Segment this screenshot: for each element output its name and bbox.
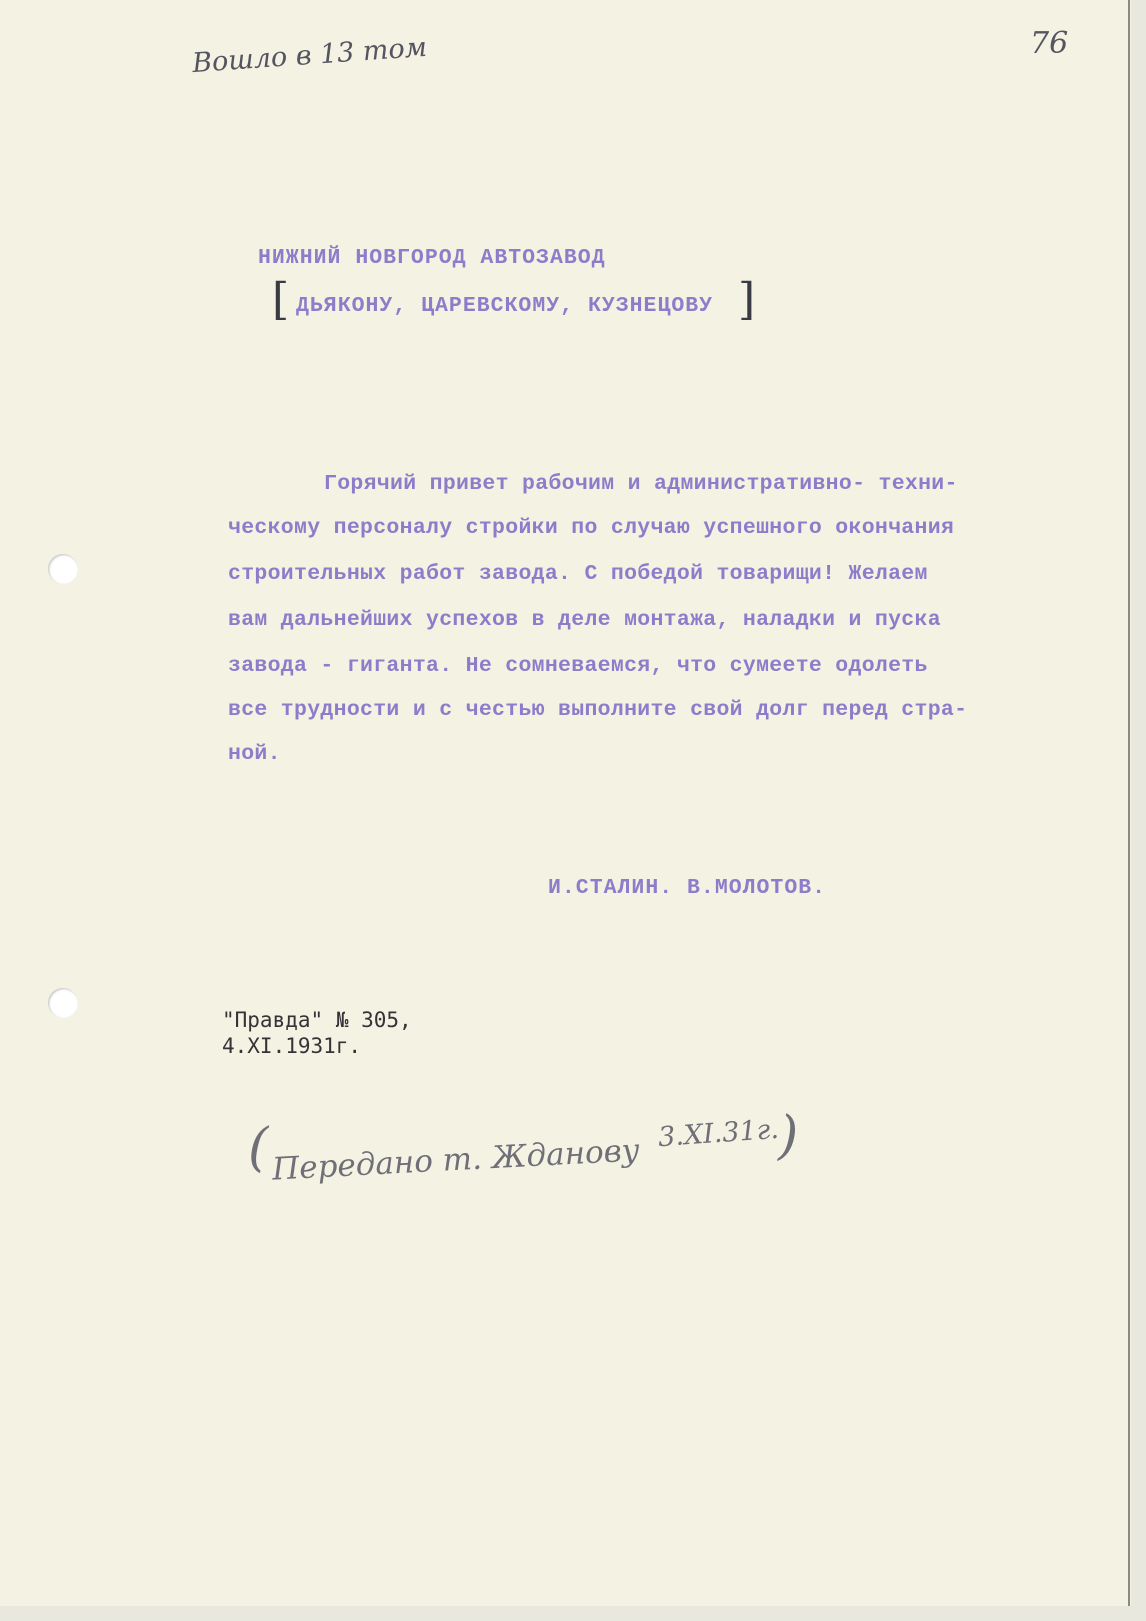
message-line: ческому персоналу стройки по случаю успешного окончания xyxy=(228,516,955,540)
message-line: завода - гиганта. Не сомневаемся, что сумеете одолеть xyxy=(228,654,928,678)
signatures: И.СТАЛИН. В.МОЛОТОВ. xyxy=(548,876,827,900)
message-line: Горячий привет рабочим и административно- техни- xyxy=(324,472,958,496)
transfer-note-date: 3.XI.31г. xyxy=(657,1113,780,1154)
publication-line-2: 4.XI.1931г. xyxy=(222,1034,362,1058)
publication-line-1: "Правда" № 305, xyxy=(222,1008,412,1032)
address-bracket-close: ] xyxy=(738,274,756,325)
punch-hole-top xyxy=(48,554,78,584)
address-line-2: ДЬЯКОНУ, ЦАРЕВСКОМУ, КУЗНЕЦОВУ xyxy=(296,294,714,318)
address-bracket-open: [ xyxy=(272,274,290,325)
transfer-note-open: ( xyxy=(248,1118,269,1178)
message-line: все трудности и с честью выполните свой долг перед стра- xyxy=(228,698,968,722)
transfer-note: Передано т. Жданову xyxy=(271,1132,641,1188)
message-line: строительных работ завода. С победой товарищи! Желаем xyxy=(228,562,928,586)
message-line: ной. xyxy=(228,742,281,766)
message-body xyxy=(228,472,1108,772)
punch-hole-bottom xyxy=(48,988,78,1018)
page-number: 76 xyxy=(1030,26,1069,61)
transfer-note-close: ) xyxy=(778,1106,799,1166)
message-line: вам дальнейших успехов в деле монтажа, наладки и пуска xyxy=(228,608,941,632)
archive-note: Вошло в 13 том xyxy=(191,31,428,80)
page-edge xyxy=(1128,0,1130,1606)
address-line-1: НИЖНИЙ НОВГОРОД АВТОЗАВОД xyxy=(258,246,606,270)
